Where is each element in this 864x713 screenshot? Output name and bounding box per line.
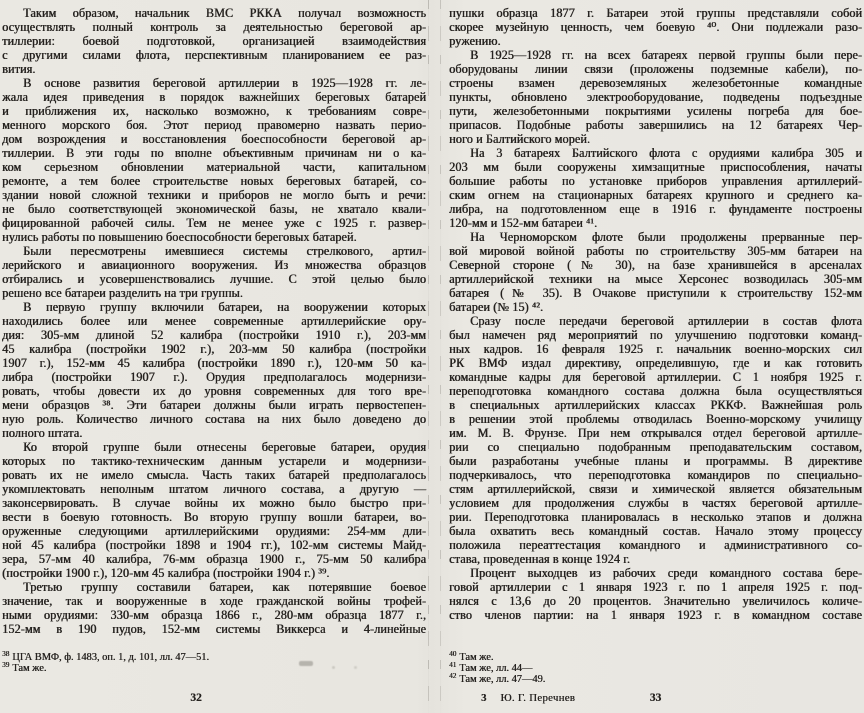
text-line: ную роль. Количество личного состава на них было доведено до [2,412,426,426]
text-line: нялся с 13,6 до 20 процентов. Значительно увеличилось количе- [449,594,862,608]
text-line: которых по тактико-техническим данным устарели и модернизи- [2,454,426,468]
page-right [449,6,862,713]
page-left-body-text [2,6,426,636]
text-line: говой артиллерии с 1 января 1923 г. по 1 апреля 1925 г. под- [449,580,862,594]
text-line: 1907 г.), 152-мм 45 калибра (постройки 1890 г.), 120-мм 50 ка- [2,356,426,370]
text-line: стям артиллерийской, связи и химической является обязательным [449,482,862,496]
text-line: рии. Переподготовка планировалась в несколько этапов и должна [449,510,862,524]
text-line: припасов. Подобные работы завершились на 12 батареях Чер- [449,118,862,132]
paragraph [2,244,426,300]
text-line: В первую группу включили батареи, на вооружении которых [23,300,426,314]
text-line: ружению. [449,34,501,48]
text-line: условием для продолжения службы в частях береговой артилле- [449,496,862,510]
page-right-footer [449,692,862,708]
text-line: укомплектовать неполным штатом личного состава, а другую — [2,482,426,496]
text-line: тиллерии: боевой подготовкой, организацией взаимодействия [2,34,426,48]
text-line: скорее музейную ценность, чем боевую ⁴⁰. Они подлежали разо- [449,20,862,34]
paragraph [2,6,426,76]
page-left-footnotes [2,649,426,675]
text-line: РК ВМФ издал директиву, определившую, где и как готовить [449,356,862,370]
text-line: менного морского боя. Этот период правомерно назвать перио- [2,118,426,132]
page-left-footer [2,692,426,708]
text-line: Были пересмотрены имевшиеся системы стрелкового, артил- [23,244,426,258]
text-line: ремонте, а тем более строительстве новых береговых батарей, со- [2,174,426,188]
text-line: либра, на подготовленном еще в 1916 г. фундаменте построены [449,202,862,216]
text-line: была охватить весь командный состав. Начало этому процессу [449,524,862,538]
text-line: оруженные следующими артиллерийскими орудиями: 254-мм дли- [2,524,426,538]
signature-author-name: Ю. Г. Перечнев [500,692,576,704]
paragraph [449,6,862,48]
footnote-marker: 42 [449,671,457,680]
text-line: батарея (№ 35). В Очакове приступили к строительству 152-мм [449,286,862,300]
text-line: положила переаттестация командного и административного со- [449,538,862,552]
text-line: Сразу после передачи береговой артиллерии в состав флота [470,314,862,328]
scan-smudge [354,666,357,669]
text-line: пути, железобетонными покрытиями усилены погреба для бое- [449,104,862,118]
footnote-marker: 38 [2,649,10,658]
text-line: здании новой сложной техники и приборов не могло быть и речи: [2,188,426,202]
page-left [2,6,426,713]
footnote: $^{41}$ Там же, лл. 44— [449,660,533,675]
text-line: ными орудиями: 330-мм образца 1866 г., 280-мм образца 1877 г., [2,608,426,622]
text-line: На Черноморском флоте были продолжены прерванные пер- [470,230,862,244]
text-line: дом возрождения и восстановления боеспособности береговой ар- [2,132,426,146]
text-line: находились более или менее современные артиллерийские ору- [2,314,426,328]
text-line: 152-мм в 190 пудов, 152-мм системы Виккерса и 4-линейные [2,622,426,636]
text-line: В основе развития береговой артиллерии в 1925—1928 гг. ле- [23,76,426,90]
page-gutter-line [428,0,429,713]
text-line: вития. [2,62,36,76]
signature-number: 3 [481,692,487,704]
text-line: артиллерийской техники на мысе Херсонес возводилась 305-мм [449,272,862,286]
printers-signature [481,692,575,704]
page-right-body-text [449,6,862,622]
text-line: осуществлять полный контроль за деятельностью береговой ар- [2,20,426,34]
footnote: $^{38}$ ЦГА ВМФ, ф. 1483, оп. 1, д. 101, лл. 47—51. [2,649,209,663]
text-line: пункты, обновлено электрооборудование, подведены подъездные [449,90,862,104]
footnote-marker: 39 [2,660,10,669]
text-line: подчеркивалось, что переподготовка командиров по специально- [449,468,862,482]
text-line: в специальных артиллерийских классах РККФ. Важнейшая роль [449,398,862,412]
text-line: фицированной рабочей силы. Тем не менее уже с 1925 г. развер- [2,216,426,230]
text-line: зера, 57-мм 40 калибра, 76-мм образца 1900 г., 75-мм 50 калибра [2,552,426,566]
text-line: 120-мм и 152-мм батареи ⁴¹. [449,216,598,230]
scan-smudge [332,666,335,669]
footnote: $^{42}$ Там же, лл. 47—49. [449,671,546,686]
text-line: ной 45 калибра (постройки 1898 и 1904 гг.), 102-мм системы Майд- [2,538,426,552]
text-line: с другими силами флота, перспективным планированием ее раз- [2,48,426,62]
text-line: дия: 305-мм длиной 52 калибра (постройки 1910 г.), 203-мм [2,328,426,342]
text-line: законсервировать. В случае войны их можно было быстро при- [2,496,426,510]
text-line: вой мировой войной работы по строительству 305-мм батареи на [449,244,862,258]
footnote: $^{40}$ Там же. [449,649,494,663]
text-line: им. М. В. Фрунзе. При нем открывался отдел береговой артилле- [449,426,862,440]
paragraph [449,146,862,230]
paragraph [2,440,426,580]
text-line: в решении этой проблемы отводилась Военно-морскому училищу [449,412,862,426]
paragraph [449,230,862,314]
text-line: ровать, чтобы довести их до уровня современных для того вре- [2,384,426,398]
text-line: не было соответствующей экономической базы, не хватало квали- [2,202,426,216]
text-line: значение, так и вооруженные в ходе гражданской войны трофей- [2,594,426,608]
text-line: пушки образца 1877 г. Батареи этой группы представляли собой [449,6,862,20]
text-line: был намечен ряд мероприятий по улучшению подготовки команд- [449,328,862,342]
text-line: батареи (№ 15) ⁴². [449,300,544,314]
text-line: 203 мм были сооружены химзащитные приспособления, начаты [449,160,862,174]
text-line: ного и Балтийского морей. [449,132,591,146]
text-line: ных кадров. 16 февраля 1925 г. начальник военно-морских сил [449,342,862,356]
footnote: $^{39}$ Там же. [2,660,47,675]
text-line: строены взамен деревоземляных железобетонные командные [449,76,862,90]
text-line: ровать их не имело смысла. Часть таких батарей предполагалось [2,468,426,482]
text-line: мени образцов ³⁸. Эти батареи должны были играть первостепен- [2,398,426,412]
text-line: ство членов партии: на 1 января 1923 г. в командном составе [449,608,862,622]
paragraph [449,314,862,566]
paragraph [2,580,426,636]
text-line: Третью группу составили батареи, как потерявшие боевое [23,580,426,594]
page-right-footnotes [449,649,862,686]
text-line: 45 калибра (постройки 1902 г.), 203-мм 50 калибра (постройки [2,342,426,356]
text-line: большие работы по установке приборов управления артиллерий- [449,174,862,188]
text-line: отбирались и усовершенствовались лучшие. С этой целью было [2,272,426,286]
text-line: лерийского и авиационного вооружения. Из множества образцов [2,258,426,272]
text-line: переподготовка командного состава должна была осуществляться [449,384,862,398]
text-line: ком серьезном обновлении материальной части, капитальном [2,160,426,174]
text-line: нулись работы по повышению боеспособности береговых батарей. [2,230,357,244]
text-line: рии со специально подобранным преподавательским составом, [449,440,862,454]
page-gutter-line [440,0,441,713]
text-line: полного штата. [2,426,83,440]
text-line: ским огнем на стационарных батареях крупного и среднего ка- [449,188,862,202]
text-line: става, проведенная в конце 1924 г. [449,552,630,566]
text-line: В 1925—1928 гг. на всех батареях первой группы были пере- [470,48,862,62]
text-line: Ко второй группе были отнесены береговые батареи, орудия [23,440,426,454]
page-number-left: 32 [190,692,202,704]
footnote-marker: 40 [449,649,457,658]
text-line: и приближения их, насколько возможно, к требованиям совре- [2,104,426,118]
paragraph [2,300,426,440]
page-number-right: 33 [649,692,662,704]
text-line: либра (постройки 1907 г.). Орудия предполагалось модернизи- [2,370,426,384]
text-line: вести в боевую готовность. Во вторую группу вошли батареи, во- [2,510,426,524]
text-line: были разработаны учебные планы и программы. В директиве [449,454,862,468]
footnote-marker: 41 [449,660,457,669]
paragraph [2,76,426,244]
text-line: жала идея приведения в порядок важнейших береговых батарей [2,90,426,104]
text-line: оборудованы линии связи (проложены подземные кабели), по- [449,62,862,76]
text-line: решено все батареи разделить на три группы. [2,286,243,300]
text-line: Таким образом, начальник ВМС РККА получал возможность [23,6,426,20]
text-line: командные кадры для береговой артиллерии. С 1 ноября 1925 г. [449,370,862,384]
paragraph [449,566,862,622]
text-line: (постройки 1900 г.), 120-мм 45 калибра (постройки 1904 г.) ³⁹. [2,566,330,580]
text-line: Процент выходцев из рабочих среди командного состава бере- [470,566,862,580]
text-line: На 3 батареях Балтийского флота с орудиями калибра 305 и [470,146,862,160]
scan-smudge [299,661,313,666]
text-line: Северной стороне (№ 30), на базе хранившейся в арсеналах [449,258,862,272]
paragraph [449,48,862,146]
text-line: тиллерии. В эти годы по вполне объективным причинам ни о ка- [2,146,426,160]
